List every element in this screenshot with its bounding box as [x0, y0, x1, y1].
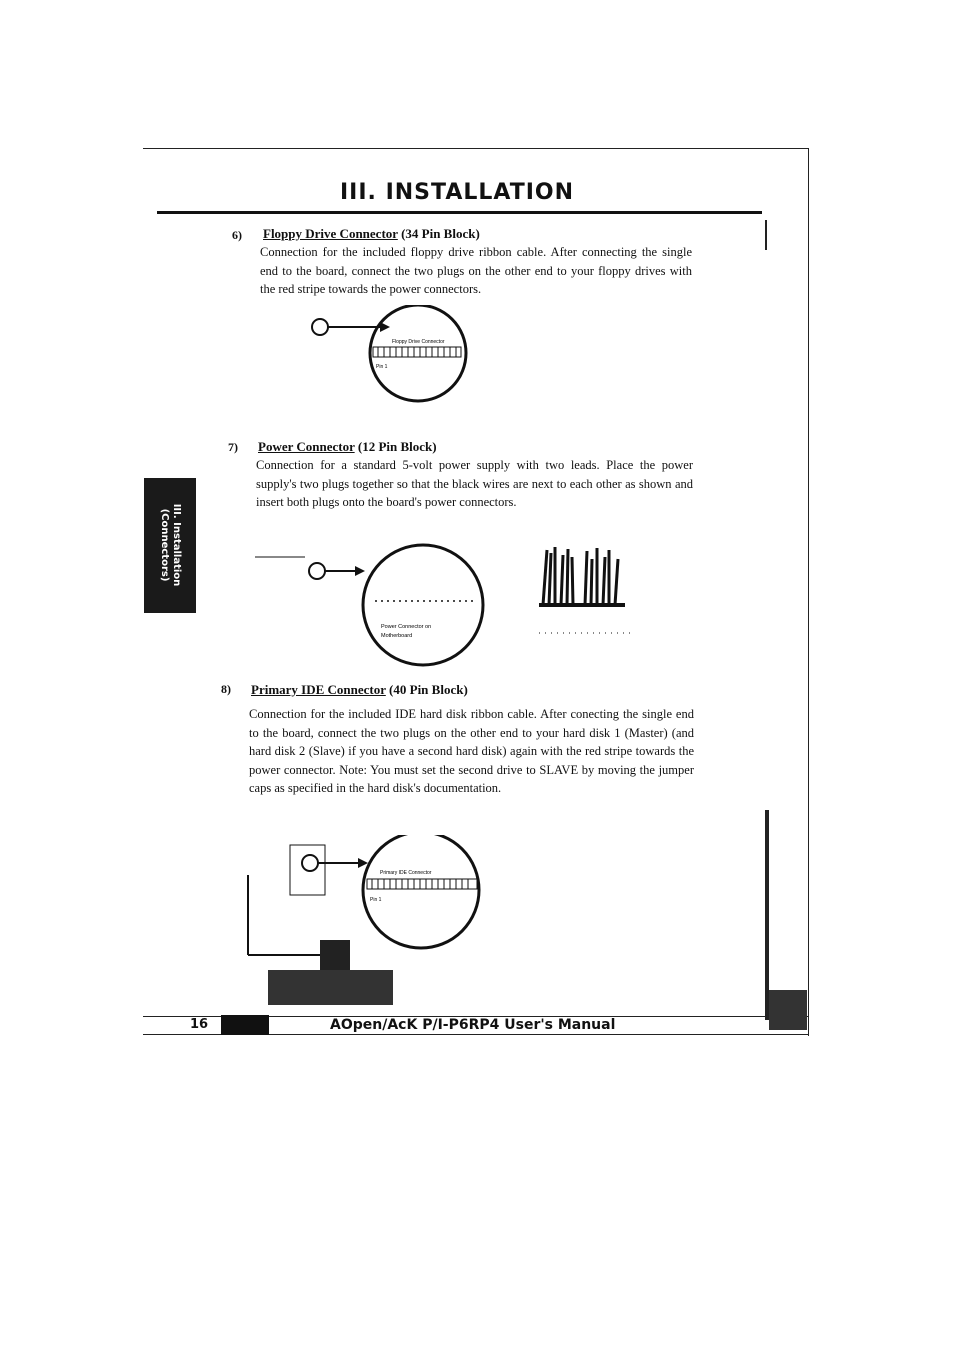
section-heading-suffix: (12 Pin Block) [357, 439, 437, 454]
page-number: 16 [190, 1017, 209, 1032]
section-body: Connection for the included floppy drive ribbon cable. After connecting the single end to the board, connect the two plugs on the other end to your floppy drives with the red stripe towards the power connectors. [260, 245, 692, 296]
side-tab-line2: (Connectors) [159, 508, 170, 582]
section-heading-title: Floppy Drive Connector [263, 226, 398, 241]
figure-label: Primary IDE Connector [380, 870, 432, 876]
scan-artifact [769, 990, 807, 1030]
side-tab-label [158, 504, 182, 587]
page-frame-right [808, 148, 809, 1036]
figure-label: Power Connector on [381, 624, 432, 630]
page-frame-top [143, 148, 809, 149]
section-body: Connection for a standard 5-volt power supply with two leads. Place the power supply's two plugs together so that the black wires are next to each other as shown and insert both plugs onto the board's power connectors. [256, 458, 693, 509]
footer-manual-title: AOpen/AcK P/I-P6RP4 User's Manual [330, 1017, 616, 1033]
power-connector-figure [255, 543, 490, 668]
floppy-connector-figure [300, 305, 475, 405]
section-number: 6) [232, 228, 242, 242]
power-plug-wires-figure [535, 545, 635, 640]
section-heading [251, 682, 468, 698]
title-rule [157, 211, 762, 214]
footer-decoration [221, 1015, 269, 1035]
figure-label: Floppy Drive Connector [392, 339, 445, 345]
figure-label: Pin 1 [376, 364, 388, 370]
scan-artifact [765, 220, 767, 250]
figure-label: Motherboard [381, 633, 413, 639]
side-tab-line1: III. Installation [171, 503, 182, 587]
section-heading-title: Primary IDE Connector [251, 682, 386, 697]
section-heading-suffix: (34 Pin Block) [401, 226, 480, 241]
section-number: 7) [228, 440, 238, 454]
scan-artifact [765, 810, 769, 1020]
section-heading-title: Power Connector [258, 439, 355, 454]
page-title: III. INSTALLATION [340, 180, 575, 205]
ide-connector-figure [240, 835, 490, 1015]
figure-label: Pin 1 [370, 897, 382, 903]
section-body: Connection for the included IDE hard disk ribbon cable. After conecting the single end to the board, connect the two plugs on the other end to your hard disk 1 (Master) (and hard disk 2 (Slave) if you have a second hard disk) again with the red stripe towards the power connector. Note: You must set the second drive to SLAVE by moving the jumper caps as specified in the hard disk's documentation. [249, 707, 694, 795]
chapter-side-tab [144, 478, 196, 613]
section-number: 8) [221, 682, 231, 696]
section-heading-suffix: (40 Pin Block) [389, 682, 468, 697]
section-heading [258, 439, 437, 455]
section-heading [263, 226, 480, 242]
